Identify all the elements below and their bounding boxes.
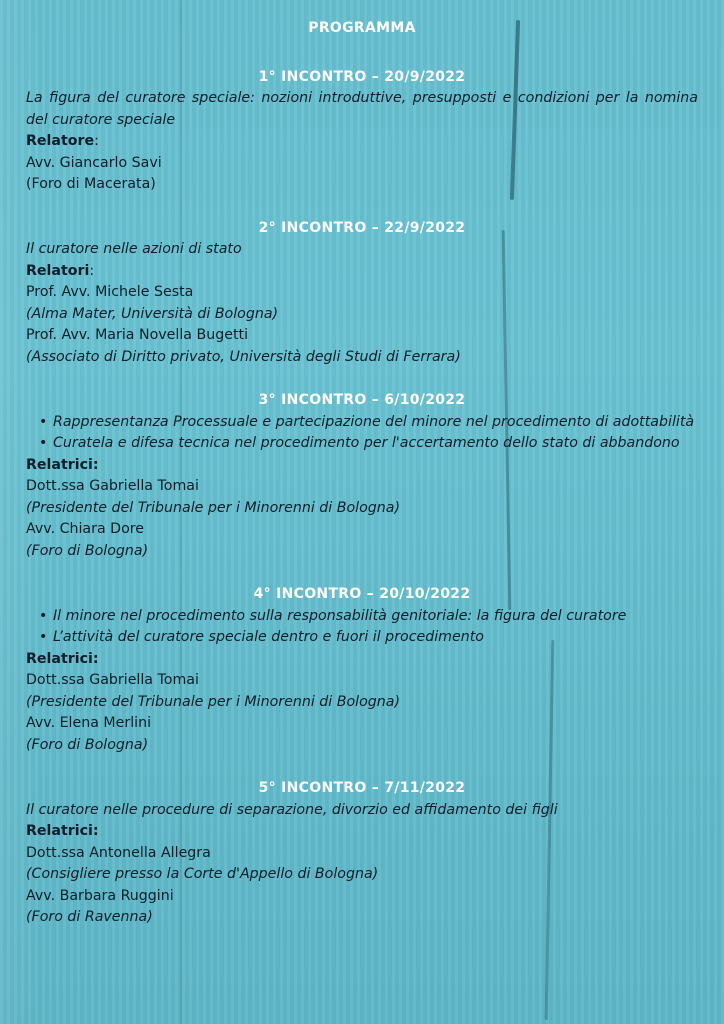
speaker-name: Avv. Barbara Ruggini bbox=[26, 887, 174, 904]
session-3 bbox=[26, 390, 698, 562]
session-2 bbox=[26, 218, 698, 369]
topic-item: • Il minore nel procedimento sulla responsabilità genitoriale: la figura del curatore bbox=[53, 606, 698, 628]
session-1 bbox=[26, 67, 698, 196]
speaker-affiliation: (Presidente del Tribunale per i Minorenni di Bologna) bbox=[26, 693, 401, 710]
session-4 bbox=[26, 584, 698, 756]
speaker-affiliation: (Foro di Bologna) bbox=[26, 542, 149, 559]
topic-item: • Rappresentanza Processuale e partecipazione del minore nel procedimento di adottabilità bbox=[53, 412, 698, 434]
speaker-name: Prof. Avv. Maria Novella Bugetti bbox=[26, 327, 249, 343]
session-5 bbox=[26, 778, 698, 929]
speaker-affiliation: (Foro di Macerata) bbox=[26, 176, 156, 192]
topic-item: • L’attività del curatore speciale dentro e fuori il procedimento bbox=[53, 627, 698, 649]
session-heading: 5° INCONTRO – 7/11/2022 bbox=[258, 780, 466, 796]
speaker-affiliation: (Foro di Ravenna) bbox=[26, 909, 153, 925]
session-heading: 1° INCONTRO – 20/9/2022 bbox=[258, 68, 466, 85]
speaker-affiliation: (Associato di Diritto privato, Università degli Studi di Ferrara) bbox=[26, 348, 461, 365]
speaker-name: Prof. Avv. Michele Sesta bbox=[26, 284, 194, 300]
speaker-affiliation: (Foro di Bologna) bbox=[26, 736, 149, 753]
speaker-affiliation: (Presidente del Tribunale per i Minorenni di Bologna) bbox=[26, 499, 401, 516]
speaker-name: Avv. Elena Merlini bbox=[26, 715, 152, 731]
session-topic: Il curatore nelle procedure di separazione, divorzio ed affidamento dei figli bbox=[26, 801, 558, 818]
speaker-name: Avv. Giancarlo Savi bbox=[26, 154, 162, 171]
speakers-label-line: Relatori: bbox=[26, 262, 95, 279]
session-heading: 2° INCONTRO – 22/9/2022 bbox=[258, 219, 466, 236]
speakers-label: Relatrici: bbox=[26, 823, 99, 839]
speaker-affiliation: (Consigliere presso la Corte d'Appello di Bologna) bbox=[26, 866, 379, 882]
speaker-affiliation: (Alma Mater, Università di Bologna) bbox=[26, 305, 279, 322]
session-heading: 3° INCONTRO – 6/10/2022 bbox=[258, 392, 466, 408]
program-document bbox=[26, 18, 698, 951]
session-topic: La figura del curatore speciale: nozioni introduttive, presupposti e condizioni per la nomina del curatore speciale bbox=[26, 90, 698, 128]
speakers-label: Relatrici: bbox=[26, 456, 99, 473]
speakers-label: Relatrici: bbox=[26, 650, 99, 667]
speaker-name: Dott.ssa Gabriella Tomai bbox=[26, 478, 199, 494]
topic-list bbox=[26, 412, 698, 455]
speakers-label: Relatori bbox=[26, 262, 90, 279]
program-title: PROGRAMMA bbox=[308, 20, 416, 36]
speaker-name: Dott.ssa Gabriella Tomai bbox=[26, 672, 199, 688]
session-topic: Il curatore nelle azioni di stato bbox=[26, 241, 242, 257]
speakers-label-line: Relatore: bbox=[26, 133, 99, 149]
speaker-name: Avv. Chiara Dore bbox=[26, 521, 145, 537]
speakers-label: Relatore bbox=[26, 133, 95, 149]
session-heading: 4° INCONTRO – 20/10/2022 bbox=[253, 586, 471, 602]
topic-item: • Curatela e difesa tecnica nel procedimento per l'accertamento dello stato di abbandono bbox=[53, 433, 698, 455]
speaker-name: Dott.ssa Antonella Allegra bbox=[26, 844, 211, 861]
topic-list bbox=[26, 606, 698, 649]
